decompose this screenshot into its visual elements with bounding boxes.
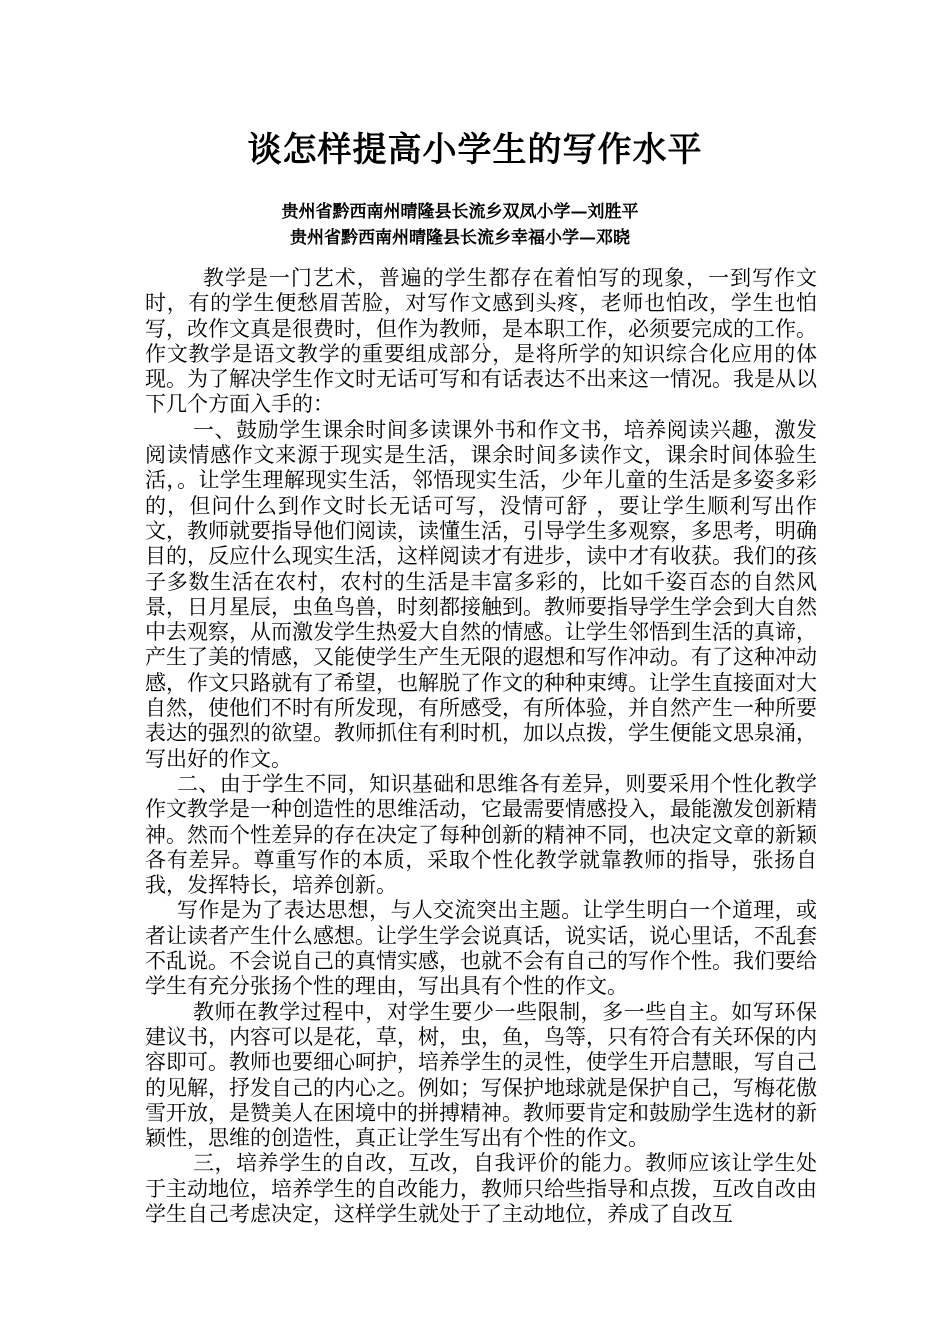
author-block xyxy=(200,199,720,251)
paragraph-section-3: 三，培养学生的自改，互改，自我评价的能力。教师应该让学生处于主动地位，培养学生的自改能力，教师只给些指导和点拨，互改自改由学生自己考虑决定，这样学生就处于了主动地位，养成了自改互 xyxy=(145,1151,817,1226)
document-title: 谈怎样提高小学生的写作水平 xyxy=(247,130,703,170)
paragraph-teacher-guidance: 教师在教学过程中，对学生要少一些限制，多一些自主。如写环保建议书，内容可以是花，草，树，虫，鱼，鸟等，只有符合有关环保的内容即可。教师也要细心呵护，培养学生的灵性，使学生开启慧眼，写自己的见解，抒发自己的内心之。例如；写保护地球就是保护自己，写梅花傲雪开放，是赞美人在困境中的拼搏精神。教师要肯定和鼓励学生选材的新颖性，思维的创造性，真正让学生写出有个性的作文。 xyxy=(145,999,817,1151)
paragraph-section-2: 二、由于学生不同，知识基础和思维各有差异，则要采用个性化教学作文教学是一种创造性的思维活动，它最需要情感投入，最能激发创新精神。然而个性差异的存在决定了每种创新的精神不同，也决定文章的新颖各有差异。尊重写作的本质，采取个性化教学就靠教师的指导，张扬自我，发挥特长，培养创新。 xyxy=(145,771,817,898)
paragraph-section-1: 一、鼓励学生课余时间多读课外书和作文书，培养阅读兴趣，激发阅读情感作文来源于现实是生活，课余时间多读作文，课余时间体验生活，。让学生理解现实生活，邻悟现实生活，少年儿童的生活是多姿多彩的，但问什么到作文时长无话可写，没情可舒 ，要让学生顺利写出作文，教师就要指导他们阅读，读懂生活，引导学生多观察，多思考，明确目的，反应什么现实生活，这样阅读才有进步，读中才有收获。我们的孩子多数生活在农村，农村的生活是丰富多彩的，比如千姿百态的自然风景，日月星辰，虫鱼鸟兽，时刻都接触到。教师要指导学生学会到大自然中去观察，从而激发学生热爱大自然的情感。让学生邻悟到生活的真谛，产生了美的情感，又能使学生产生无限的遐想和写作冲动。有了这种冲动感，作文只路就有了希望，也解脱了作文的种种束缚。让学生直接面对大自然，使他们不时有所发现，有所感受，有所体验，并自然产生一种所要表达的强烈的欲望。教师抓住有利时机，加以点拨，学生便能文思泉涌，写出好的作文。 xyxy=(145,417,817,771)
body-text xyxy=(145,266,817,1227)
author-line-2: 贵州省黔西南州晴隆县长流乡幸福小学—邓晓 xyxy=(290,228,630,248)
paragraph-writing-purpose: 写作是为了表达思想，与人交流突出主题。让学生明白一个道理，或者让读者产生什么感想。让学生学会说真话，说实话，说心里话，不乱套不乱说。不会说自己的真情实感，也就不会有自己的写作个性。我们要给学生有充分张扬个性的理由，写出具有个性的作文。 xyxy=(145,898,817,999)
author-line-1: 贵州省黔西南州晴隆县长流乡双凤小学—刘胜平 xyxy=(281,202,639,222)
paragraph-intro: 教学是一门艺术，普遍的学生都存在着怕写的现象，一到写作文时，有的学生便愁眉苦脸，对写作文感到头疼，老师也怕改，学生也怕写，改作文真是很费时，但作为教师，是本职工作，必须要完成的工作。作文教学是语文教学的重要组成部分，是将所学的知识综合化应用的体现。为了解决学生作文时无话可写和有话表达不出来这一情况。我是从以下几个方面入手的： xyxy=(145,266,817,417)
